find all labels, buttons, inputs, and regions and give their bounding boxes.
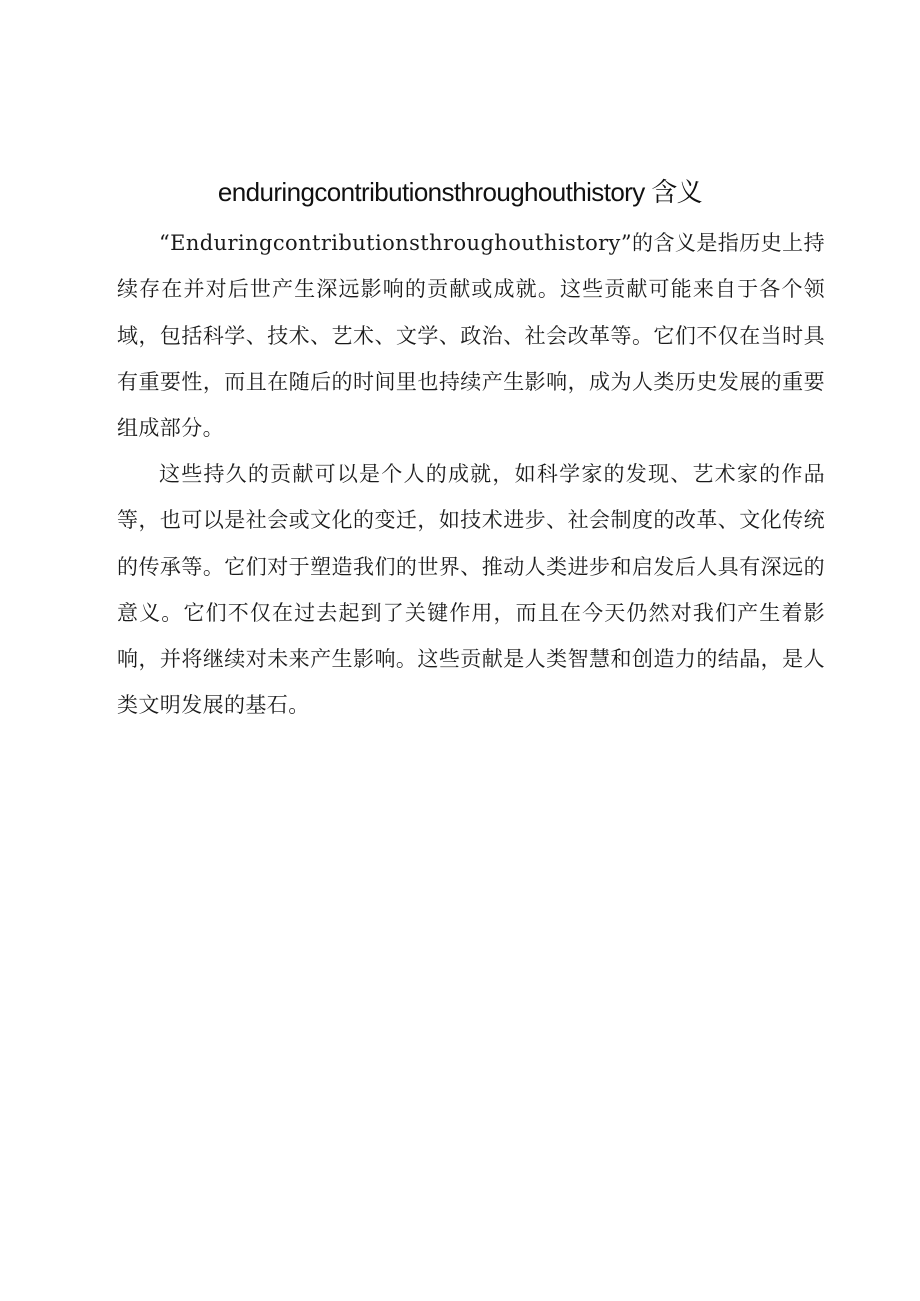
document-title: enduringcontributionsthroughouthistory 含义 — [217, 177, 703, 207]
paragraph-1: “Enduringcontributionsthroughouthistory”的含义是指历史上持续存在并对后世产生深远影响的贡献或成就。这些贡献可能来自于各个领域，包括科学、技术、艺术、文学、政治、社会改革等。它们不仅在当时具有重要性，而且在随后的时间里也持续产生影响，成为人类历史发展的重要组成部分。 — [117, 231, 825, 441]
paragraph-2: 这些持久的贡献可以是个人的成就，如科学家的发现、艺术家的作品等，也可以是社会或文化的变迁，如技术进步、社会制度的改革、文化传统的传承等。它们对于塑造我们的世界、推动人类进步和启发后人具有深远的意义。它们不仅在过去起到了关键作用，而且在今天仍然对我们产生着影响，并将继续对未来产生影响。这些贡献是人类智慧和创造力的结晶，是人类文明发展的基石。 — [117, 462, 825, 718]
